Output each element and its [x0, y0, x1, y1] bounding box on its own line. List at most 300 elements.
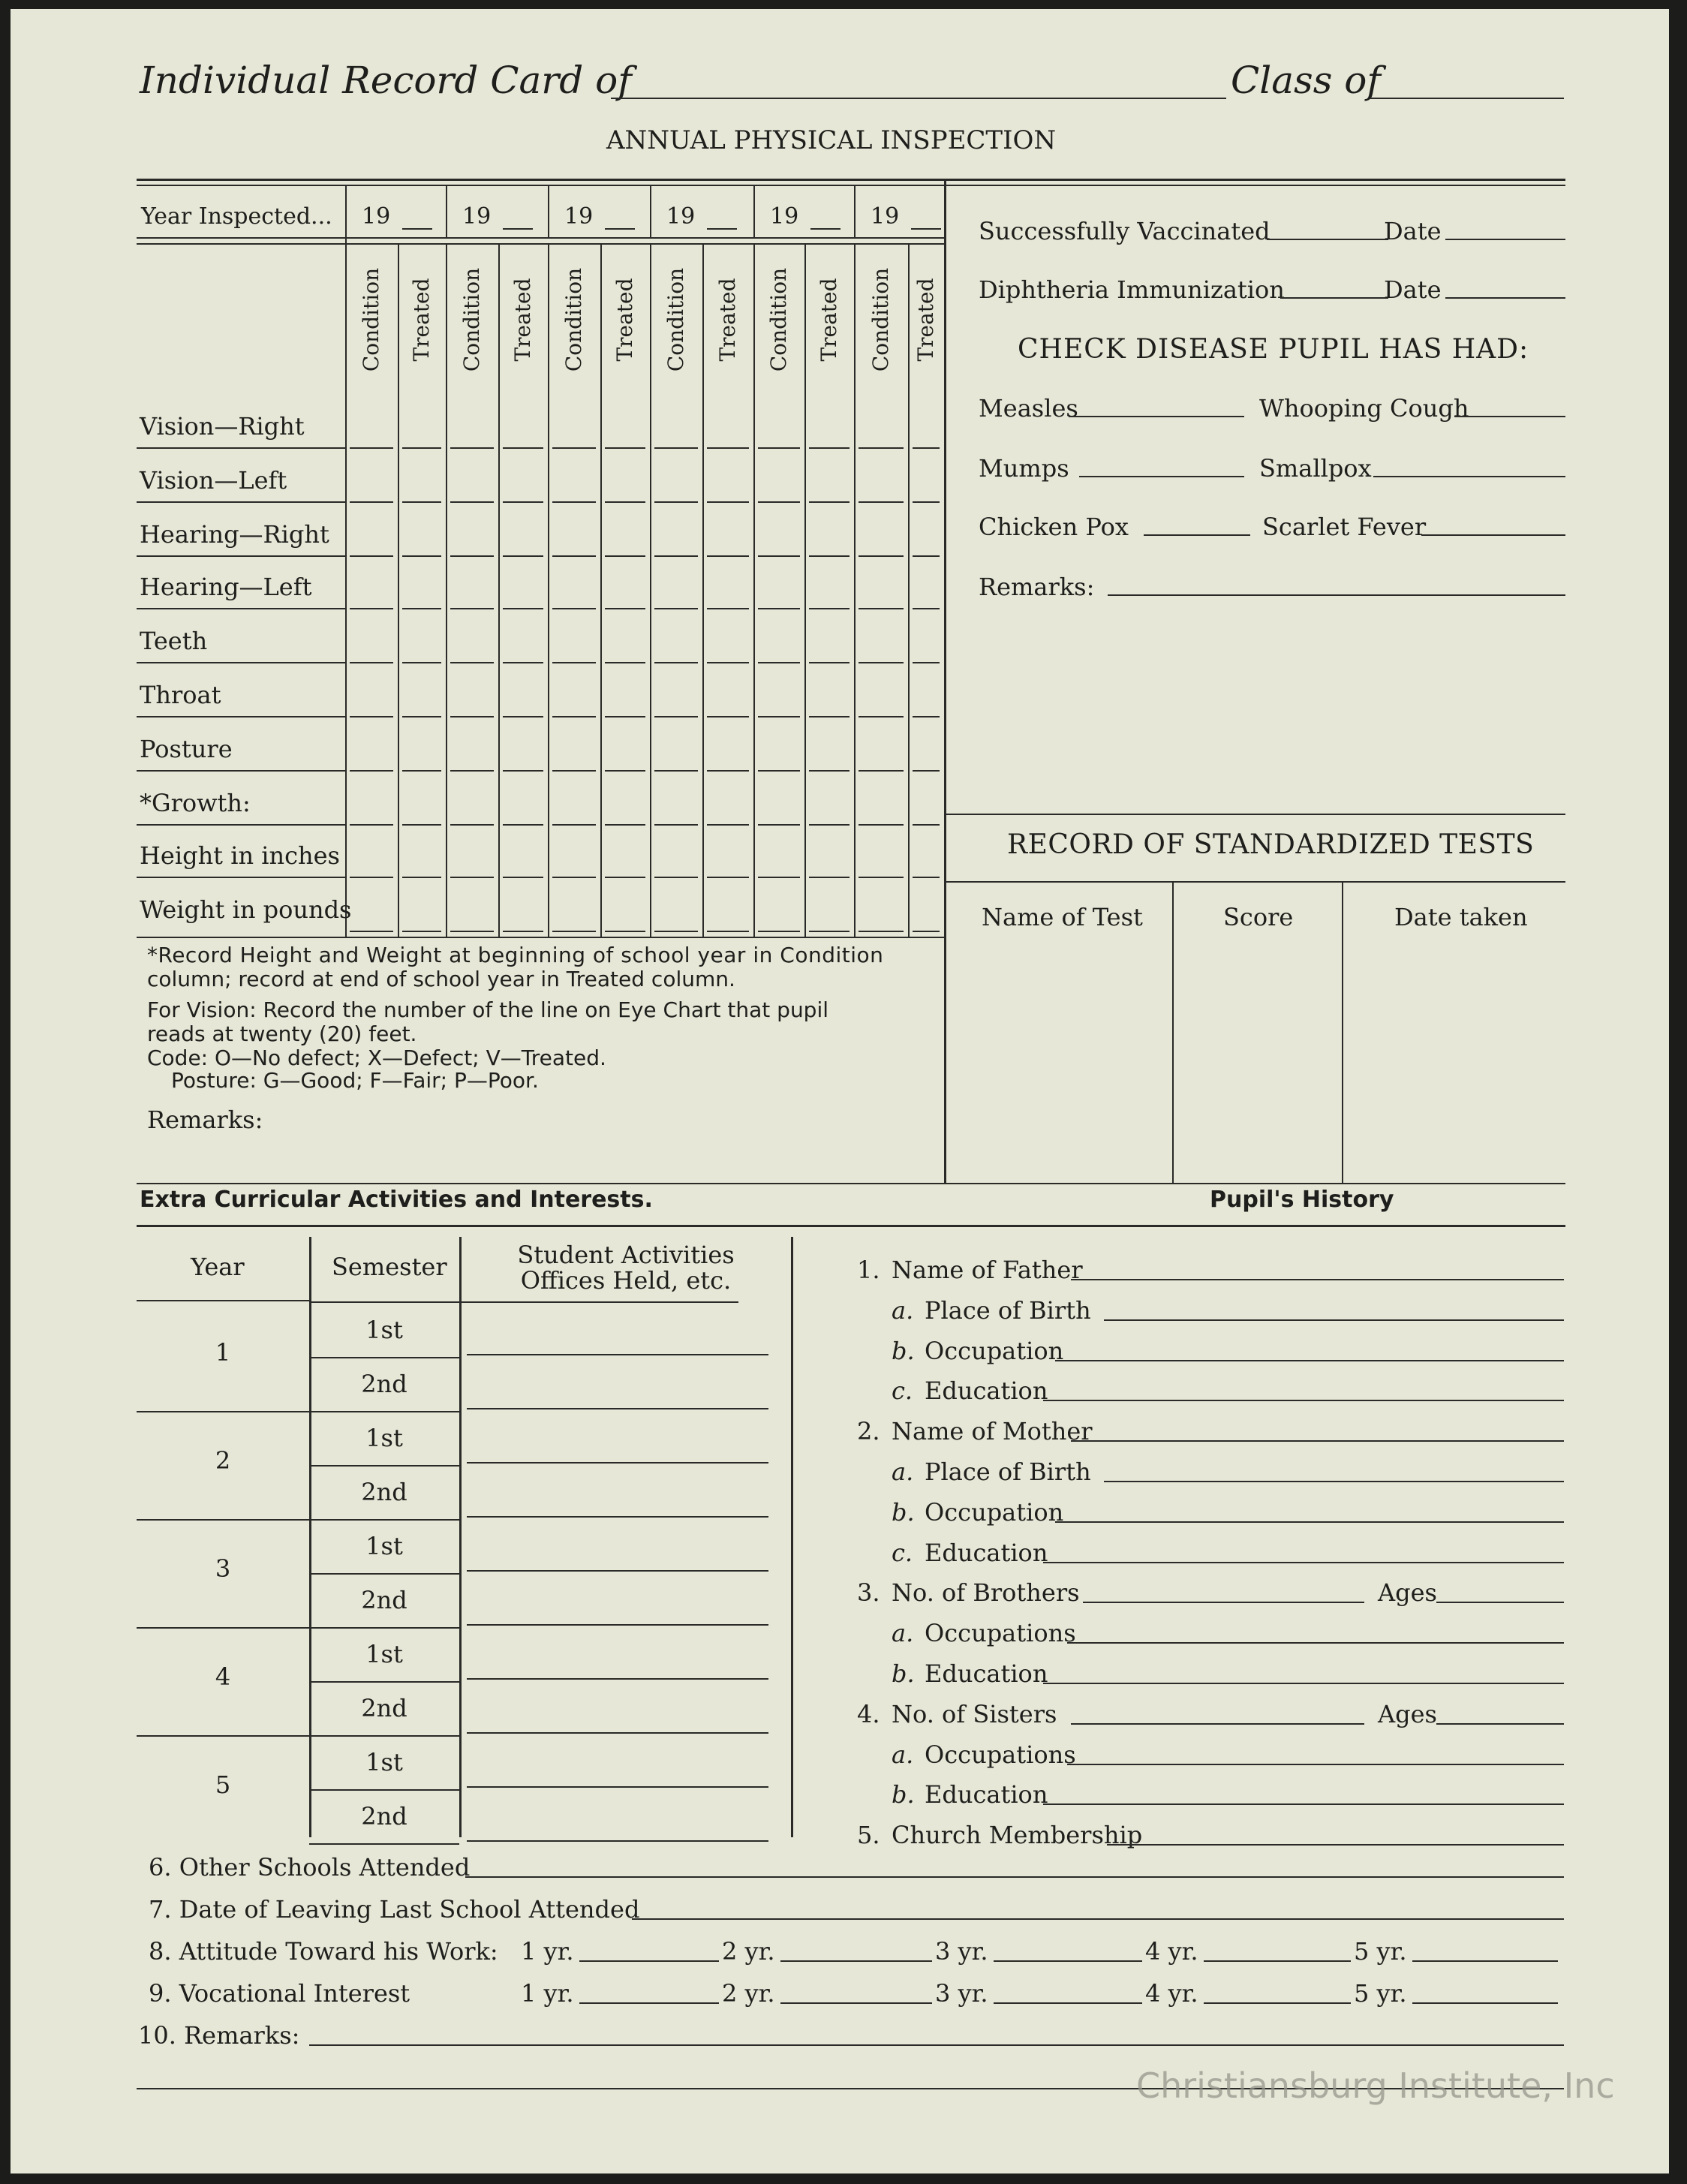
physical-cell[interactable] [402, 716, 441, 717]
activity-entry-line[interactable] [467, 1678, 768, 1680]
physical-cell[interactable] [913, 716, 940, 717]
year-entry-line[interactable] [1412, 2002, 1558, 2004]
ages-line[interactable] [1436, 1602, 1564, 1603]
physical-cell[interactable] [859, 447, 904, 449]
activity-year: 3 [215, 1554, 231, 1583]
physical-cell[interactable] [809, 931, 850, 932]
physical-cell[interactable] [654, 931, 698, 932]
physical-cell[interactable] [605, 501, 645, 503]
physical-cell[interactable] [503, 770, 543, 772]
history-entry-line[interactable] [1083, 1602, 1364, 1603]
date-leaving-line[interactable] [632, 1918, 1564, 1920]
physical-cell[interactable] [503, 662, 543, 663]
physical-cell[interactable] [503, 501, 543, 503]
physical-cell[interactable] [552, 931, 596, 932]
physical-cell[interactable] [859, 662, 904, 663]
history-entry-line[interactable] [1104, 1319, 1564, 1321]
activity-semester: 1st [365, 1640, 403, 1668]
physical-cell[interactable] [707, 716, 749, 717]
class-line[interactable] [1370, 98, 1564, 99]
activity-entry-line[interactable] [467, 1516, 768, 1518]
history-item-label: Education [925, 1376, 1048, 1406]
physical-cell[interactable] [350, 501, 393, 503]
record-card [11, 9, 1669, 2173]
attitude-label: 8. Attitude Toward his Work: [149, 1937, 498, 1966]
history-item-label: Occupations [925, 1619, 1076, 1648]
physical-row-label: Vision—Left [140, 466, 287, 495]
history-entry-line[interactable] [1067, 1764, 1564, 1765]
physical-cell[interactable] [913, 501, 940, 503]
physical-row-label: Height in inches [140, 841, 340, 870]
physical-cell[interactable] [913, 608, 940, 609]
physical-cell[interactable] [809, 716, 850, 717]
condition-header: Condition [459, 267, 484, 372]
treated-header: Treated [913, 278, 938, 362]
physical-cell[interactable] [654, 447, 698, 449]
physical-cell[interactable] [809, 877, 850, 878]
history-item-label: Education [925, 1659, 1048, 1688]
physical-cell[interactable] [402, 501, 441, 503]
physical-cell[interactable] [758, 716, 800, 717]
disease-smallpox: Smallpox [1259, 454, 1372, 483]
year-label: 2 yr. [722, 1937, 775, 1966]
year-label: 1 yr. [521, 1979, 574, 2008]
physical-row-label: Posture [140, 735, 233, 763]
history-item-number: b. [892, 1497, 915, 1527]
physical-cell[interactable] [503, 931, 543, 932]
diphtheria-date-label: Date [1384, 275, 1442, 304]
ages-line[interactable] [1436, 1723, 1564, 1725]
physical-cell[interactable] [859, 877, 904, 878]
physical-cell[interactable] [707, 770, 749, 772]
diphtheria-line[interactable] [1280, 297, 1388, 299]
year-label: 5 yr. [1354, 1937, 1407, 1966]
year-entry-line[interactable] [994, 2002, 1142, 2004]
physical-cell[interactable] [859, 555, 904, 557]
ages-label: Ages [1378, 1578, 1437, 1608]
physical-cell[interactable] [654, 662, 698, 663]
history-item-number: 1. [857, 1256, 880, 1284]
note-6: Posture: G—Good; F—Fair; P—Poor. [171, 1068, 539, 1093]
activity-year: 1 [215, 1338, 231, 1367]
health-remarks-line[interactable] [1108, 594, 1565, 596]
activity-entry-line[interactable] [467, 1786, 768, 1788]
physical-row-label: Vision—Right [140, 412, 305, 441]
history-entry-line[interactable] [1071, 1279, 1564, 1280]
history-entry-line[interactable] [1055, 1360, 1564, 1361]
other-schools-label: 6. Other Schools Attended [149, 1853, 471, 1882]
physical-row-label: Hearing—Right [140, 520, 329, 549]
physical-cell[interactable] [552, 608, 596, 609]
year-entry-line[interactable] [1412, 1960, 1558, 1962]
year-entry-line[interactable] [780, 1960, 932, 1962]
disease-whooping-cough: Whooping Cough [1259, 394, 1469, 423]
activity-semester: 1st [365, 1424, 403, 1452]
treated-header: Treated [816, 278, 841, 362]
history-item-number: 5. [857, 1821, 880, 1850]
physical-cell[interactable] [758, 877, 800, 878]
year-19-label: 19 [362, 203, 391, 230]
physical-cell[interactable] [402, 770, 441, 772]
activities-col-year: Year [191, 1253, 245, 1281]
disease-heading: CHECK DISEASE PUPIL HAS HAD: [1018, 334, 1529, 365]
scarlet-fever-line[interactable] [1421, 534, 1565, 536]
physical-cell[interactable] [859, 931, 904, 932]
physical-row-label: *Growth: [140, 789, 251, 817]
physical-cell[interactable] [450, 555, 494, 557]
history-entry-line[interactable] [1067, 1642, 1564, 1644]
physical-cell[interactable] [809, 662, 850, 663]
physical-cell[interactable] [350, 662, 393, 663]
physical-cell[interactable] [402, 877, 441, 878]
history-item-label: Name of Mother [892, 1417, 1093, 1446]
physical-cell[interactable] [605, 931, 645, 932]
activity-entry-line[interactable] [467, 1732, 768, 1734]
tests-heading: RECORD OF STANDARDIZED TESTS [1007, 829, 1535, 860]
history-entry-line[interactable] [1043, 1562, 1564, 1563]
physical-cell[interactable] [503, 877, 543, 878]
year-blank[interactable] [402, 228, 432, 230]
physical-cell[interactable] [707, 608, 749, 609]
activity-year: 4 [215, 1662, 231, 1691]
physical-cell[interactable] [552, 824, 596, 826]
treated-header: Treated [510, 278, 535, 362]
year-19-label: 19 [462, 203, 492, 230]
activity-entry-line[interactable] [467, 1354, 768, 1355]
physical-cell[interactable] [758, 824, 800, 826]
physical-cell[interactable] [758, 501, 800, 503]
history-item-label: No. of Sisters [892, 1699, 1057, 1728]
history-item-number: 3. [857, 1578, 880, 1608]
year-entry-line[interactable] [780, 2002, 932, 2004]
physical-row-label: Throat [140, 681, 221, 709]
physical-cell[interactable] [503, 716, 543, 717]
year-label: 4 yr. [1145, 1937, 1198, 1966]
physical-cell[interactable] [859, 608, 904, 609]
history-item-label: Occupation [925, 1336, 1064, 1365]
activities-heading: Extra Curricular Activities and Interests. [140, 1187, 653, 1213]
history-entry-line[interactable] [1043, 1683, 1564, 1684]
whooping-cough-line[interactable] [1454, 416, 1565, 417]
note-5: Code: O—No defect; X—Defect; V—Treated. [147, 1045, 606, 1070]
year-entry-line[interactable] [1204, 2002, 1351, 2004]
activity-entry-line[interactable] [467, 1408, 768, 1409]
disease-mumps: Mumps [979, 454, 1069, 483]
physical-cell[interactable] [605, 447, 645, 449]
physical-cell[interactable] [707, 824, 749, 826]
year-19-label: 19 [564, 203, 594, 230]
physical-cell[interactable] [913, 662, 940, 663]
physical-cell[interactable] [350, 447, 393, 449]
year-blank[interactable] [605, 228, 635, 230]
physical-cell[interactable] [402, 931, 441, 932]
year-blank[interactable] [810, 228, 840, 230]
physical-cell[interactable] [350, 824, 393, 826]
physical-cell[interactable] [552, 501, 596, 503]
physical-cell[interactable] [552, 447, 596, 449]
physical-cell[interactable] [707, 931, 749, 932]
physical-cell[interactable] [402, 662, 441, 663]
note-4: reads at twenty (20) feet. [147, 1021, 417, 1046]
physical-cell[interactable] [450, 447, 494, 449]
physical-cell[interactable] [450, 608, 494, 609]
physical-cell[interactable] [654, 608, 698, 609]
condition-header: Condition [359, 267, 383, 372]
physical-cell[interactable] [503, 555, 543, 557]
physical-cell[interactable] [859, 770, 904, 772]
activity-entry-line[interactable] [467, 1624, 768, 1626]
history-item-label: Place of Birth [925, 1295, 1091, 1325]
smallpox-line[interactable] [1373, 476, 1565, 477]
history-entry-line[interactable] [1071, 1440, 1564, 1442]
final-remarks-line-1[interactable] [309, 2044, 1564, 2046]
mumps-line[interactable] [1079, 476, 1244, 477]
other-schools-line[interactable] [465, 1876, 1564, 1878]
year-entry-line[interactable] [579, 2002, 719, 2004]
activity-year: 5 [215, 1770, 231, 1799]
section-subtitle: ANNUAL PHYSICAL INSPECTION [606, 125, 1057, 155]
physical-cell[interactable] [913, 555, 940, 557]
physical-cell[interactable] [402, 447, 441, 449]
physical-cell[interactable] [402, 824, 441, 826]
history-item-label: Occupation [925, 1497, 1064, 1527]
physical-cell[interactable] [809, 770, 850, 772]
history-item-number: 4. [857, 1699, 880, 1728]
physical-cell[interactable] [859, 824, 904, 826]
physical-row-label: Weight in pounds [140, 895, 352, 924]
physical-cell[interactable] [503, 608, 543, 609]
year-blank[interactable] [707, 228, 737, 230]
watermark-text: Christiansburg Institute, Inc [1136, 2065, 1615, 2106]
physical-cell[interactable] [859, 501, 904, 503]
history-item-number: a. [892, 1740, 914, 1769]
diphtheria-label: Diphtheria Immunization [979, 275, 1285, 304]
physical-cell[interactable] [402, 555, 441, 557]
history-item-number: b. [892, 1780, 915, 1809]
physical-cell[interactable] [758, 608, 800, 609]
history-entry-line[interactable] [1104, 1481, 1564, 1482]
activity-entry-line[interactable] [467, 1840, 768, 1842]
activity-year: 2 [215, 1446, 231, 1475]
physical-cell[interactable] [809, 824, 850, 826]
health-remarks-label: Remarks: [979, 573, 1095, 601]
physical-cell[interactable] [350, 555, 393, 557]
tests-col-score: Score [1223, 903, 1294, 931]
physical-cell[interactable] [809, 608, 850, 609]
activity-semester: 2nd [361, 1586, 407, 1614]
physical-cell[interactable] [450, 662, 494, 663]
physical-cell[interactable] [913, 931, 940, 932]
activity-semester: 2nd [361, 1694, 407, 1722]
year-label: 2 yr. [722, 1979, 775, 2008]
activities-col-semester: Semester [332, 1253, 447, 1281]
physical-cell[interactable] [605, 555, 645, 557]
year-label: 4 yr. [1145, 1979, 1198, 2008]
history-item-label: Occupations [925, 1740, 1076, 1769]
ages-label: Ages [1378, 1699, 1437, 1728]
disease-scarlet-fever: Scarlet Fever [1262, 513, 1427, 541]
physical-cell[interactable] [605, 662, 645, 663]
history-item-number: a. [892, 1295, 914, 1325]
activity-semester: 2nd [361, 1370, 407, 1398]
final-remarks-label: 10. Remarks: [138, 2021, 300, 2050]
physical-cell[interactable] [707, 501, 749, 503]
physical-cell[interactable] [552, 662, 596, 663]
condition-header: Condition [868, 267, 893, 372]
note-1: *Record Height and Weight at beginning of school year in Condition [147, 943, 884, 967]
chicken-pox-line[interactable] [1144, 534, 1250, 536]
treated-header: Treated [409, 278, 434, 362]
physical-row-label: Teeth [140, 627, 208, 655]
physical-cell[interactable] [913, 824, 940, 826]
history-heading: Pupil's History [1210, 1187, 1394, 1213]
physical-cell[interactable] [552, 770, 596, 772]
physical-remarks-label: Remarks: [147, 1106, 263, 1134]
year-entry-line[interactable] [994, 1960, 1142, 1962]
history-item-label: Education [925, 1780, 1048, 1809]
history-item-number: b. [892, 1336, 915, 1365]
physical-cell[interactable] [654, 716, 698, 717]
physical-cell[interactable] [450, 931, 494, 932]
history-entry-line[interactable] [1071, 1723, 1364, 1725]
physical-cell[interactable] [350, 770, 393, 772]
physical-cell[interactable] [350, 931, 393, 932]
history-item-number: c. [892, 1538, 913, 1567]
vaccinated-date-line[interactable] [1445, 239, 1565, 240]
year-19-label: 19 [770, 203, 799, 230]
physical-cell[interactable] [605, 716, 645, 717]
year-entry-line[interactable] [1204, 1960, 1351, 1962]
history-item-number: 2. [857, 1417, 880, 1446]
activities-col-student-activities: Student Activities [517, 1241, 735, 1269]
physical-cell[interactable] [350, 877, 393, 878]
physical-cell[interactable] [654, 555, 698, 557]
physical-cell[interactable] [605, 824, 645, 826]
history-item-number: b. [892, 1659, 915, 1688]
history-entry-line[interactable] [1043, 1400, 1564, 1401]
physical-cell[interactable] [913, 447, 940, 449]
year-19-label: 19 [666, 203, 696, 230]
physical-cell[interactable] [707, 877, 749, 878]
activity-semester: 1st [365, 1532, 403, 1560]
card-title: Individual Record Card of [140, 59, 632, 102]
history-item-label: Education [925, 1538, 1048, 1567]
physical-cell[interactable] [402, 608, 441, 609]
physical-cell[interactable] [450, 716, 494, 717]
physical-cell[interactable] [707, 447, 749, 449]
condition-header: Condition [561, 267, 586, 372]
physical-cell[interactable] [552, 716, 596, 717]
disease-measles: Measles [979, 394, 1078, 423]
history-item-label: No. of Brothers [892, 1578, 1080, 1608]
physical-cell[interactable] [605, 770, 645, 772]
year-label: 5 yr. [1354, 1979, 1407, 2008]
physical-cell[interactable] [758, 447, 800, 449]
physical-cell[interactable] [552, 555, 596, 557]
year-19-label: 19 [871, 203, 900, 230]
history-item-number: c. [892, 1376, 913, 1406]
physical-cell[interactable] [350, 716, 393, 717]
physical-cell[interactable] [758, 770, 800, 772]
physical-cell[interactable] [605, 877, 645, 878]
physical-cell[interactable] [503, 447, 543, 449]
physical-cell[interactable] [913, 770, 940, 772]
year-inspected-label: Year Inspected... [141, 203, 332, 230]
tests-col-date: Date taken [1394, 903, 1528, 931]
physical-row-label: Hearing—Left [140, 573, 312, 601]
history-item-number: a. [892, 1458, 914, 1486]
year-entry-line[interactable] [579, 1960, 719, 1962]
year-label: 1 yr. [521, 1937, 574, 1966]
physical-cell[interactable] [758, 555, 800, 557]
year-blank[interactable] [503, 228, 533, 230]
history-item-number: a. [892, 1619, 914, 1648]
history-entry-line[interactable] [1055, 1521, 1564, 1523]
note-3: For Vision: Record the number of the line on Eye Chart that pupil [147, 997, 829, 1022]
condition-header: Condition [663, 267, 688, 372]
year-label: 3 yr. [935, 1979, 988, 2008]
physical-cell[interactable] [350, 608, 393, 609]
activities-col-offices: Offices Held, etc. [520, 1266, 732, 1295]
vaccinated-line[interactable] [1267, 239, 1388, 240]
physical-cell[interactable] [605, 608, 645, 609]
measles-line[interactable] [1069, 416, 1244, 417]
physical-cell[interactable] [758, 662, 800, 663]
diphtheria-date-line[interactable] [1445, 297, 1565, 299]
physical-cell[interactable] [707, 662, 749, 663]
physical-cell[interactable] [450, 824, 494, 826]
physical-cell[interactable] [450, 501, 494, 503]
physical-cell[interactable] [809, 447, 850, 449]
physical-cell[interactable] [654, 877, 698, 878]
physical-cell[interactable] [654, 501, 698, 503]
vaccinated-label: Successfully Vaccinated [979, 217, 1271, 245]
physical-cell[interactable] [758, 931, 800, 932]
history-entry-line[interactable] [1107, 1844, 1564, 1846]
physical-cell[interactable] [913, 877, 940, 878]
physical-cell[interactable] [809, 555, 850, 557]
activity-semester: 2nd [361, 1478, 407, 1506]
history-item-label: Place of Birth [925, 1458, 1091, 1486]
student-name-line[interactable] [611, 98, 1226, 99]
treated-header: Treated [612, 278, 637, 362]
physical-cell[interactable] [450, 770, 494, 772]
disease-chicken-pox: Chicken Pox [979, 513, 1129, 541]
activity-entry-line[interactable] [467, 1462, 768, 1464]
history-entry-line[interactable] [1043, 1803, 1564, 1805]
history-item-label: Church Membership [892, 1821, 1143, 1850]
history-item-label: Name of Father [892, 1256, 1083, 1284]
activity-semester: 2nd [361, 1802, 407, 1831]
vocational-label: 9. Vocational Interest [149, 1979, 410, 2008]
date-leaving-label: 7. Date of Leaving Last School Attended [149, 1895, 640, 1924]
physical-cell[interactable] [859, 716, 904, 717]
activity-entry-line[interactable] [467, 1570, 768, 1572]
physical-cell[interactable] [654, 770, 698, 772]
physical-cell[interactable] [450, 877, 494, 878]
physical-cell[interactable] [503, 824, 543, 826]
physical-cell[interactable] [654, 824, 698, 826]
year-blank[interactable] [911, 228, 941, 230]
physical-cell[interactable] [707, 555, 749, 557]
condition-header: Condition [766, 267, 791, 372]
physical-cell[interactable] [809, 501, 850, 503]
physical-cell[interactable] [552, 877, 596, 878]
note-2: column; record at end of school year in Treated column. [147, 967, 735, 991]
activity-semester: 1st [365, 1748, 403, 1776]
treated-header: Treated [715, 278, 740, 362]
class-label: Class of [1231, 59, 1381, 102]
